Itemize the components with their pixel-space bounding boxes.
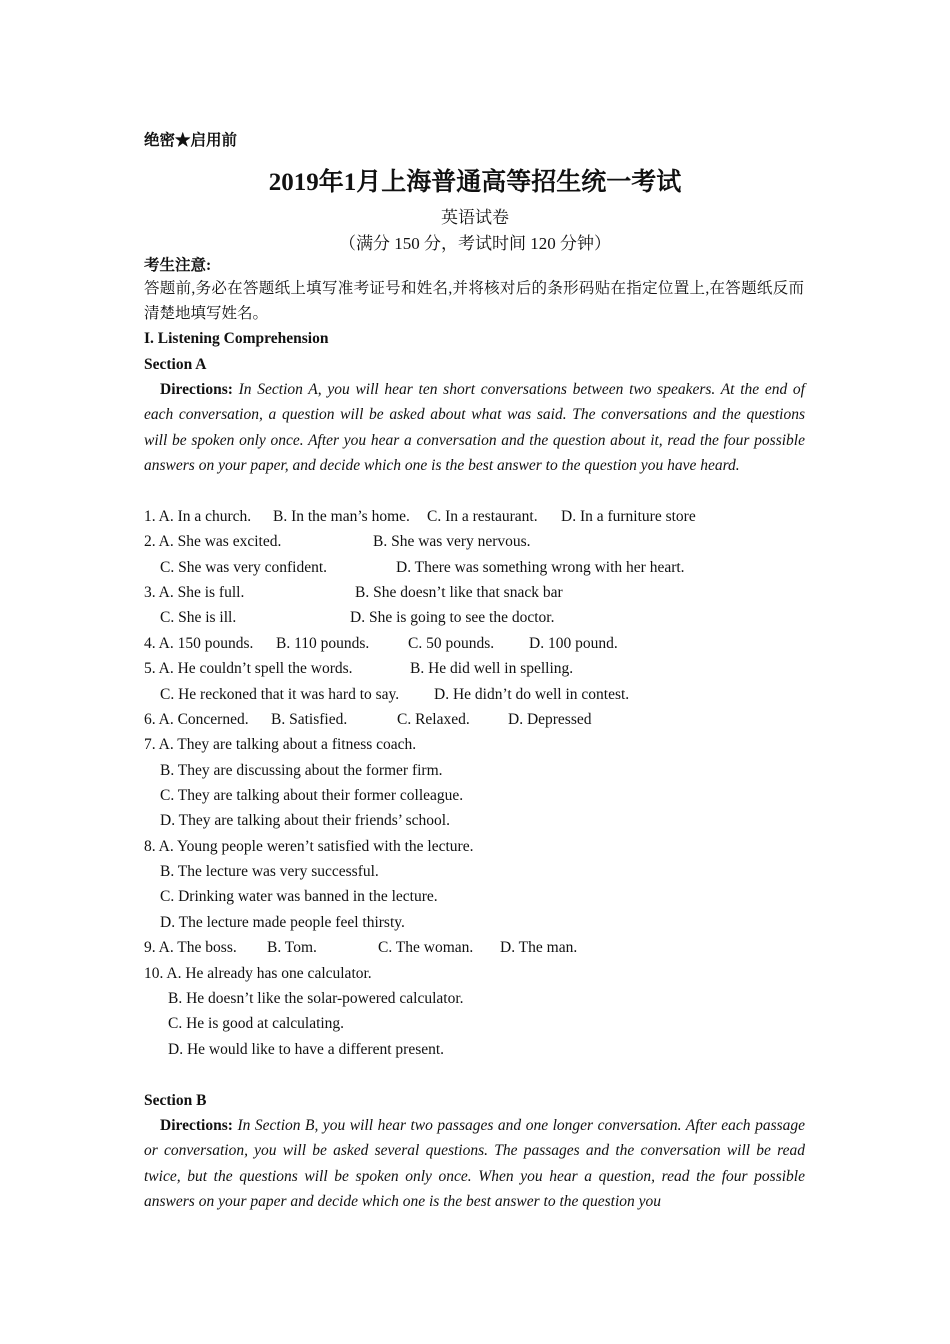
q1-option-c: C. In a restaurant. <box>427 508 538 525</box>
q10-option-a: 10. A. He already has one calculator. <box>144 965 372 982</box>
exam-title: 2019年1月上海普通高等招生统一考试 <box>268 169 682 196</box>
q6-option-c: C. Relaxed. <box>397 711 470 728</box>
q5-option-d: D. He didn’t do well in contest. <box>434 686 630 703</box>
directions-label: Directions: <box>160 1117 233 1134</box>
directions-text: In Section A, you will hear ten short conversations between two speakers. At the end of each conversation, a question will be asked about what was said. The conversations and the questions will be spoken only once. After you hear a conversation and the question about it, read the four possible answers on your paper, and decide which one is the best answer to the question you have heard. <box>144 381 805 474</box>
q5-option-c: C. He reckoned that it was hard to say. <box>160 686 400 703</box>
q3-option-d: D. She is going to see the doctor. <box>350 609 555 626</box>
q6-option-a: 6. A. Concerned. <box>144 711 249 728</box>
q2-option-d: D. There was something wrong with her heart. <box>396 559 685 576</box>
q9-option-c: C. The woman. <box>378 939 474 956</box>
q6-option-b: B. Satisfied. <box>271 711 348 728</box>
q3-option-a: 3. A. She is full. <box>144 584 245 601</box>
q6-option-d: D. Depressed <box>508 711 592 728</box>
q8-option-b: B. The lecture was very successful. <box>160 863 379 880</box>
q9-option-d: D. The man. <box>500 939 578 956</box>
q8-option-c: C. Drinking water was banned in the lecture. <box>160 888 438 905</box>
q7-option-b: B. They are discussing about the former firm. <box>160 762 443 779</box>
q1-option-b: B. In the man’s home. <box>273 508 410 525</box>
q10-option-d: D. He would like to have a different present. <box>168 1041 445 1058</box>
notice-text: 答题前,务必在答题纸上填写准考证号和姓名,并将核对后的条形码贴在指定位置上,在答题纸反而清楚地填写姓名。 <box>144 280 804 322</box>
confidential-label: 绝密★启用前 <box>144 132 238 149</box>
q4-option-c: C. 50 pounds. <box>408 635 495 652</box>
section-a-directions <box>144 377 805 478</box>
q8-option-a: 8. A. Young people weren’t satisfied with the lecture. <box>144 838 474 855</box>
q2-option-b: B. She was very nervous. <box>373 533 531 550</box>
q4-option-a: 4. A. 150 pounds. <box>144 635 254 652</box>
q5-option-b: B. He did well in spelling. <box>410 660 574 677</box>
q8-option-d: D. The lecture made people feel thirsty. <box>160 914 405 931</box>
part1-heading: I. Listening Comprehension <box>144 330 329 347</box>
q9-option-b: B. Tom. <box>267 939 317 956</box>
q3-option-c: C. She is ill. <box>160 609 237 626</box>
q10-option-c: C. He is good at calculating. <box>168 1015 345 1032</box>
directions-label: Directions: <box>160 381 233 398</box>
q3-option-b: B. She doesn’t like that snack bar <box>355 584 563 601</box>
q4-option-b: B. 110 pounds. <box>276 635 370 652</box>
q7-option-d: D. They are talking about their friends’ school. <box>160 812 450 829</box>
section-a-heading: Section A <box>144 356 207 373</box>
q5-option-a: 5. A. He couldn’t spell the words. <box>144 660 353 677</box>
q7-option-a: 7. A. They are talking about a fitness coach. <box>144 736 417 753</box>
q2-option-c: C. She was very confident. <box>160 559 328 576</box>
q4-option-d: D. 100 pound. <box>529 635 618 652</box>
section-b-heading: Section B <box>144 1092 207 1109</box>
q1-option-a: 1. A. In a church. <box>144 508 252 525</box>
directions-text: In Section B, you will hear two passages and one longer conversation. After each passage or conversation, you will be asked several questions. The passages and the conversation will be read twice, but the questions will be spoken only once. When you hear a question, read the four possible answers on your paper and decide which one is the best answer to the question you <box>144 1117 806 1210</box>
q2-option-a: 2. A. She was excited. <box>144 533 282 550</box>
q1-option-d: D. In a furniture store <box>561 508 696 525</box>
section-b-directions <box>144 1113 805 1214</box>
q10-option-b: B. He doesn’t like the solar-powered calculator. <box>168 990 464 1007</box>
notice-heading: 考生注意: <box>144 257 212 274</box>
q9-option-a: 9. A. The boss. <box>144 939 237 956</box>
exam-subtitle: 英语试卷 <box>441 208 509 227</box>
exam-info: （满分 150 分，考试时间 120 分钟） <box>339 234 611 253</box>
q7-option-c: C. They are talking about their former colleague. <box>160 787 464 804</box>
